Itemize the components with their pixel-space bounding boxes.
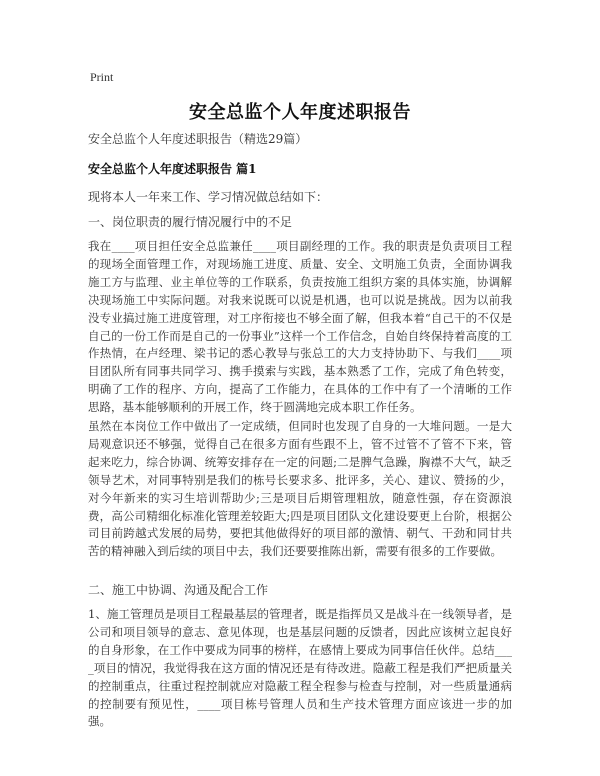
- paragraph-shortcomings: 虽然在本岗位工作中做出了一定成绩，但同时也发现了自身的一大堆问题。一是大局观意识还不够强，觉得自己在很多方面有些跟不上，管不过管不了管不下来，管起来吃力，综合协调、统筹安排存在一定的问题;二是脾气急躁，胸襟不大气，缺乏领导艺术，对同事特别是我们的栋号长要求多、批评多，关心、建议、赞扬的少，对今年新来的实习生培训帮助少;三是项目后期管理粗放，随意性强，存在资源浪费，高公司精细化标准化管理差较距大;四是项目团队文化建设要更上台阶，根据公司目前跨越式发展的局势，要把其他做得好的项目部的激情、朝气、干劲和同甘共苦的精神融入到后续的项目中去，我们还要要推陈出新，需要有很多的工作要做。: [88, 419, 512, 559]
- heading-coordination: 二、施工中协调、沟通及配合工作: [88, 583, 269, 597]
- print-label[interactable]: Print: [90, 70, 114, 84]
- intro-line: 现将本人一年来工作、学习情况做总结如下：: [88, 190, 329, 204]
- section-heading: 安全总监个人年度述职报告 篇1: [88, 162, 257, 176]
- document-subtitle: 安全总监个人年度述职报告（精选29篇）: [88, 132, 308, 146]
- page-title: 安全总监个人年度述职报告: [189, 102, 411, 123]
- paragraph-duties: 我在____项目担任安全总监兼任____项目副经理的工作。我的职责是负责项目工程的现场全面管理工作，对现场施工进度、质量、安全、文明施工负责，全面协调我施工方与监理、业主单位等的工作联系，负责按施工组织方案的具体实施，协调解决现场施工中实际问题。对我来说既可以说是机遇，也可以说是挑战。因为以前我没专业搞过施工进度管理，对工序衔接也不够全面了解，但我本着“自己干的不仅是自己的一份工作而是自己的一份事业”这样一个工作信念，自始自终保持着高度的工作热情，在卢经理、梁书记的悉心教导与张总工的大力支持协助下、与我们____项目团队所有同事共同学习、携手摸索与实践，基本熟悉了工作，完成了角色转变，明确了工作的程序、方向，提高了工作能力，在具体的工作中有了一个清晰的工作思路，基本能够顺利的开展工作，终于圆满地完成本职工作任务。: [88, 239, 512, 415]
- heading-duties: 一、岗位职责的履行情况履行中的不足: [88, 215, 293, 229]
- paragraph-coordination: 1、施工管理员是项目工程最基层的管理者，既是指挥员又是战斗在一线领导者，是公司和项目领导的意志、意见体现，也是基层问题的反馈者，因此应该树立起良好的自身形象，在工作中要成为同事的榜样，在感情上要成为同事信任伙伴。总结____项目的情况，我觉得我在这方面的情况还是有待改进。隐蔽工程是我们严把质量关的控制重点，往重过程控制就应对隐蔽工程全程参与检查与控制，对一些质量通病的控制要有预见性，____项目栋号管理人员和生产技术管理方面应该进一步的加强。: [88, 607, 512, 729]
